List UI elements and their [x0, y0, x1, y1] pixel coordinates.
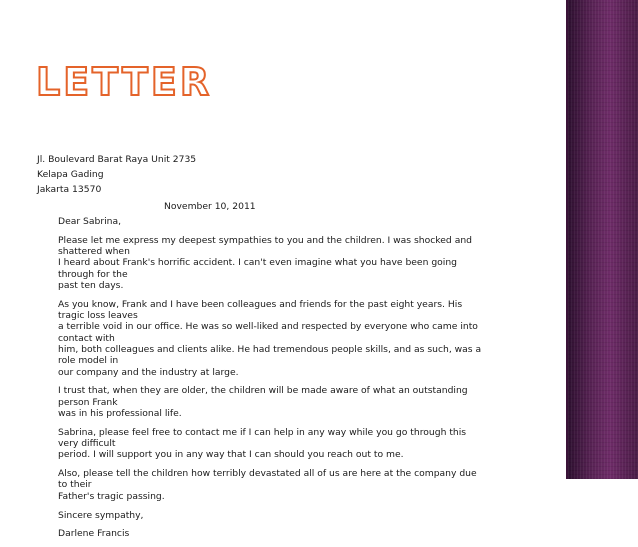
paragraph-1: Please let me express my deepest sympathies to you and the children. I was shocked and shattered when I heard about Frank's horrific accident. I can't even imagine what you have been going through for the past ten days. — [58, 234, 472, 291]
slide-title-container — [36, 62, 212, 102]
paragraph-4: Sabrina, please feel free to contact me if I can help in any way while you go through this very difficult period. I will support you in any way that I can should you reach out to me. — [58, 426, 467, 461]
letter-date: November 10, 2011 — [164, 201, 256, 212]
paragraph-5: Also, please tell the children how terribly devastated all of us are here at the company due to their Father's tragic passing. — [58, 468, 477, 502]
address-line-1: Jl. Boulevard Barat Raya Unit 2735 — [37, 154, 197, 165]
letter-body — [58, 216, 488, 547]
slide-title: LETTER — [36, 60, 213, 104]
closing: Sincere sympathy, — [58, 509, 144, 521]
address-line-3: Jakarta 13570 — [37, 184, 102, 195]
paragraph-2: As you know, Frank and I have been colleagues and friends for the past eight years. His tragic loss leaves a terrible void in our office. He was so well-liked and respected by everyone who came into contact with him, both colleagues and clients alike. He had tremendous people skills, and as such, was a role model in our company and the industry at large. — [58, 298, 482, 378]
address-line-2: Kelapa Gading — [37, 169, 104, 180]
signature-name: Darlene Francis — [58, 528, 130, 540]
salutation: Dear Sabrina, — [58, 216, 122, 227]
side-decorative-band — [568, 0, 638, 479]
paragraph-3: I trust that, when they are older, the children will be made aware of what an outstanding person Frank was in his professional life. — [58, 385, 468, 419]
